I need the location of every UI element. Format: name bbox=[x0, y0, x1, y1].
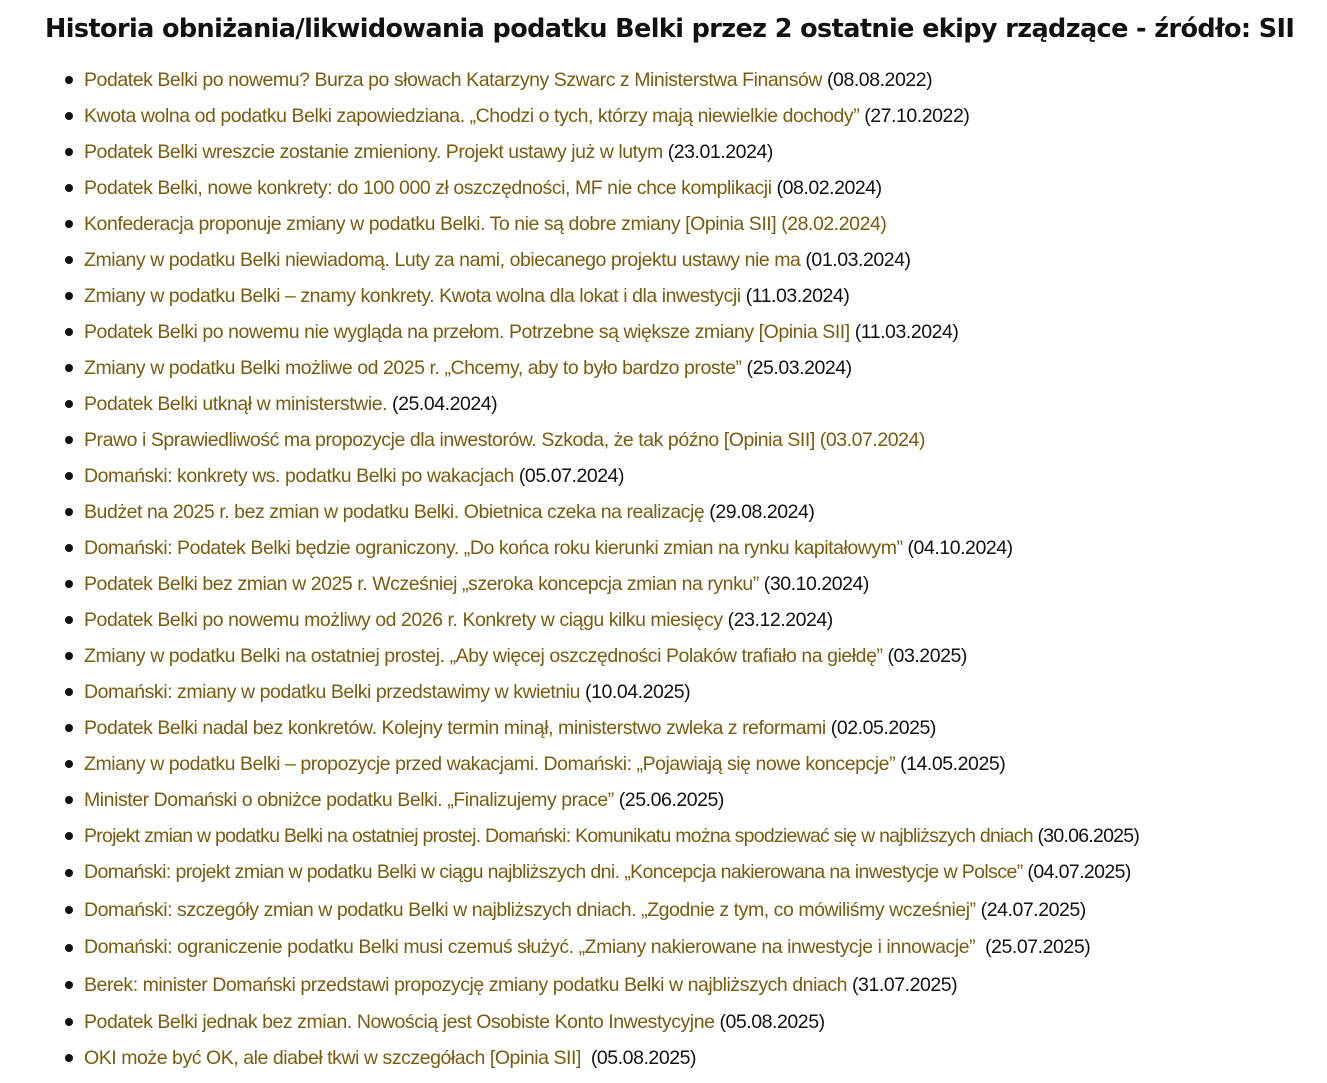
list-item bbox=[0, 746, 1327, 782]
list-item bbox=[0, 350, 1327, 386]
bullet-icon bbox=[65, 76, 73, 84]
article-link[interactable]: Zmiany w podatku Belki niewiadomą. Luty za nami, obiecanego projektu ustawy nie ma bbox=[84, 249, 801, 271]
page-title: Historia obniżania/likwidowania podatku Belki przez 2 ostatnie ekipy rządzące - źródło: SII bbox=[45, 14, 1295, 44]
bullet-icon bbox=[65, 796, 73, 804]
article-date: (28.02.2024) bbox=[776, 213, 887, 235]
article-link[interactable]: Zmiany w podatku Belki możliwe od 2025 r. „Chcemy, aby to było bardzo proste” bbox=[84, 357, 742, 379]
bullet-icon bbox=[65, 436, 73, 444]
article-link[interactable]: Podatek Belki jednak bez zmian. Nowością jest Osobiste Konto Inwestycyjne bbox=[84, 1011, 715, 1033]
article-link[interactable]: Konfederacja proponuje zmiany w podatku Belki. To nie są dobre zmiany [Opinia SII] bbox=[84, 213, 777, 235]
article-link[interactable]: Projekt zmian w podatku Belki na ostatniej prostej. Domański: Komunikatu można spodziewać się w najbliższych dniach bbox=[84, 825, 1033, 847]
list-item bbox=[0, 602, 1327, 638]
bullet-icon bbox=[65, 472, 73, 480]
list-item bbox=[0, 170, 1327, 206]
list-item bbox=[0, 892, 1327, 930]
bullet-icon bbox=[65, 508, 73, 516]
list-item bbox=[0, 98, 1327, 134]
article-date: (05.08.2025) bbox=[714, 1011, 825, 1033]
list-item bbox=[0, 134, 1327, 170]
list-item bbox=[0, 566, 1327, 602]
bullet-icon bbox=[65, 652, 73, 660]
bullet-icon bbox=[65, 400, 73, 408]
bullet-icon bbox=[65, 220, 73, 228]
article-date: (05.07.2024) bbox=[513, 465, 625, 487]
article-link[interactable]: Podatek Belki po nowemu nie wygląda na przełom. Potrzebne są większe zmiany [Opinia SII] bbox=[84, 321, 850, 343]
list-item bbox=[0, 458, 1327, 494]
bullet-icon bbox=[65, 724, 73, 732]
list-item bbox=[0, 530, 1327, 566]
article-link[interactable]: Podatek Belki po nowemu? Burza po słowach Katarzyny Szwarc z Ministerstwa Finansów bbox=[84, 69, 823, 91]
article-date: (08.02.2024) bbox=[771, 177, 882, 199]
bullet-icon bbox=[65, 832, 73, 840]
article-link[interactable]: Domański: zmiany w podatku Belki przedstawimy w kwietniu bbox=[84, 681, 581, 703]
bullet-icon bbox=[65, 981, 73, 989]
bullet-icon bbox=[65, 112, 73, 120]
article-date: (04.10.2024) bbox=[902, 537, 1013, 559]
bullet-icon bbox=[65, 184, 73, 192]
bullet-icon bbox=[65, 328, 73, 336]
list-item bbox=[0, 638, 1327, 674]
article-date: (11.03.2024) bbox=[740, 285, 850, 307]
article-date: (01.03.2024) bbox=[800, 249, 911, 271]
article-link[interactable]: Prawo i Sprawiedliwość ma propozycje dla inwestorów. Szkoda, że tak późno [Opinia SII] bbox=[84, 429, 815, 451]
article-date: (08.08.2022) bbox=[822, 69, 933, 91]
list-item bbox=[0, 782, 1327, 818]
list-item bbox=[0, 386, 1327, 422]
article-link[interactable]: Zmiany w podatku Belki – znamy konkrety. Kwota wolna dla lokat i dla inwestycji bbox=[84, 285, 741, 307]
article-date: (05.08.2025) bbox=[580, 1047, 697, 1069]
bullet-icon bbox=[65, 544, 73, 552]
list-item bbox=[0, 818, 1327, 854]
bullet-icon bbox=[65, 688, 73, 696]
article-link[interactable]: Podatek Belki utknął w ministerstwie. bbox=[84, 393, 388, 415]
bullet-icon bbox=[65, 760, 73, 768]
bullet-icon bbox=[65, 292, 73, 300]
list-item bbox=[0, 967, 1327, 1005]
article-date: (02.05.2025) bbox=[825, 717, 936, 739]
list-item bbox=[0, 1004, 1327, 1040]
list-item bbox=[0, 854, 1327, 892]
article-date: (30.06.2025) bbox=[1032, 825, 1140, 847]
article-date: (23.12.2024) bbox=[722, 609, 833, 631]
article-date: (14.05.2025) bbox=[895, 753, 1006, 775]
bullet-icon bbox=[65, 148, 73, 156]
bullet-icon bbox=[65, 1018, 73, 1026]
list-item bbox=[0, 314, 1327, 350]
article-link[interactable]: Berek: minister Domański przedstawi propozycję zmiany podatku Belki w najbliższych dniach bbox=[84, 973, 848, 996]
article-link[interactable]: Zmiany w podatku Belki – propozycje przed wakacjami. Domański: „Pojawiają się nowe koncepcje” bbox=[84, 753, 896, 775]
article-link[interactable]: OKI może być OK, ale diabeł tkwi w szczegółach [Opinia SII] bbox=[84, 1047, 581, 1069]
article-date: (03.2025) bbox=[882, 645, 967, 667]
article-date: (25.04.2024) bbox=[387, 393, 498, 415]
article-link[interactable]: Domański: ograniczenie podatku Belki musi czemuś służyć. „Zmiany nakierowane na inwestycje i innowacje” bbox=[84, 936, 976, 958]
bullet-icon bbox=[65, 869, 73, 877]
article-link[interactable]: Podatek Belki nadal bez konkretów. Kolejny termin minął, ministerstwo zwleka z reformami bbox=[84, 717, 826, 739]
article-link[interactable]: Domański: konkrety ws. podatku Belki po wakacjach bbox=[84, 465, 514, 487]
bullet-icon bbox=[65, 256, 73, 264]
article-date: (27.10.2022) bbox=[859, 105, 970, 127]
article-link[interactable]: Podatek Belki, nowe konkrety: do 100 000 zł oszczędności, MF nie chce komplikacji bbox=[84, 177, 772, 199]
article-link[interactable]: Zmiany w podatku Belki na ostatniej prostej. „Aby więcej oszczędności Polaków trafiało na giełdę” bbox=[84, 645, 883, 667]
list-item bbox=[0, 422, 1327, 458]
article-date: (11.03.2024) bbox=[849, 321, 959, 343]
bullet-icon bbox=[65, 906, 73, 914]
list-item bbox=[0, 494, 1327, 530]
list-item bbox=[0, 206, 1327, 242]
article-date: (04.07.2025) bbox=[1022, 861, 1131, 883]
list-item bbox=[0, 278, 1327, 314]
article-date: (25.06.2025) bbox=[613, 789, 724, 811]
article-date: (03.07.2024) bbox=[814, 429, 925, 451]
article-list bbox=[0, 62, 1327, 1076]
bullet-icon bbox=[65, 616, 73, 624]
article-link[interactable]: Domański: projekt zmian w podatku Belki w ciągu najbliższych dni. „Koncepcja nakierowana na inwestycje w Polsce” bbox=[84, 861, 1023, 883]
article-date: (31.07.2025) bbox=[847, 973, 958, 996]
bullet-icon bbox=[65, 580, 73, 588]
article-date: (30.10.2024) bbox=[758, 573, 869, 595]
article-link[interactable]: Domański: szczegóły zmian w podatku Belki w najbliższych dniach. „Zgodnie z tym, co mówiliśmy wcześniej” bbox=[84, 898, 976, 921]
article-date: (25.07.2025) bbox=[975, 936, 1091, 958]
list-item bbox=[0, 1040, 1327, 1076]
list-item bbox=[0, 929, 1327, 967]
article-date: (10.04.2025) bbox=[580, 681, 691, 703]
article-link[interactable]: Podatek Belki bez zmian w 2025 r. Wcześniej „szeroka koncepcja zmian na rynku” bbox=[84, 573, 759, 595]
list-item bbox=[0, 674, 1327, 710]
bullet-icon bbox=[65, 364, 73, 372]
list-item bbox=[0, 62, 1327, 98]
article-date: (24.07.2025) bbox=[975, 898, 1086, 921]
article-link[interactable]: Domański: Podatek Belki będzie ograniczony. „Do końca roku kierunki zmian na rynku kapitałowym” bbox=[84, 537, 903, 559]
article-link[interactable]: Minister Domański o obniżce podatku Belki. „Finalizujemy prace” bbox=[84, 789, 614, 811]
article-link[interactable]: Budżet na 2025 r. bez zmian w podatku Belki. Obietnica czeka na realizację bbox=[84, 501, 705, 523]
bullet-icon bbox=[65, 944, 73, 952]
article-link[interactable]: Kwota wolna od podatku Belki zapowiedziana. „Chodzi o tych, którzy mają niewielkie dochody” bbox=[84, 105, 860, 127]
bullet-icon bbox=[65, 1054, 73, 1062]
article-date: (23.01.2024) bbox=[662, 141, 773, 163]
article-date: (29.08.2024) bbox=[704, 501, 815, 523]
article-link[interactable]: Podatek Belki po nowemu możliwy od 2026 r. Konkrety w ciągu kilku miesięcy bbox=[84, 609, 723, 631]
list-item bbox=[0, 242, 1327, 278]
article-date: (25.03.2024) bbox=[741, 357, 852, 379]
article-link[interactable]: Podatek Belki wreszcie zostanie zmieniony. Projekt ustawy już w lutym bbox=[84, 141, 663, 163]
list-item bbox=[0, 710, 1327, 746]
